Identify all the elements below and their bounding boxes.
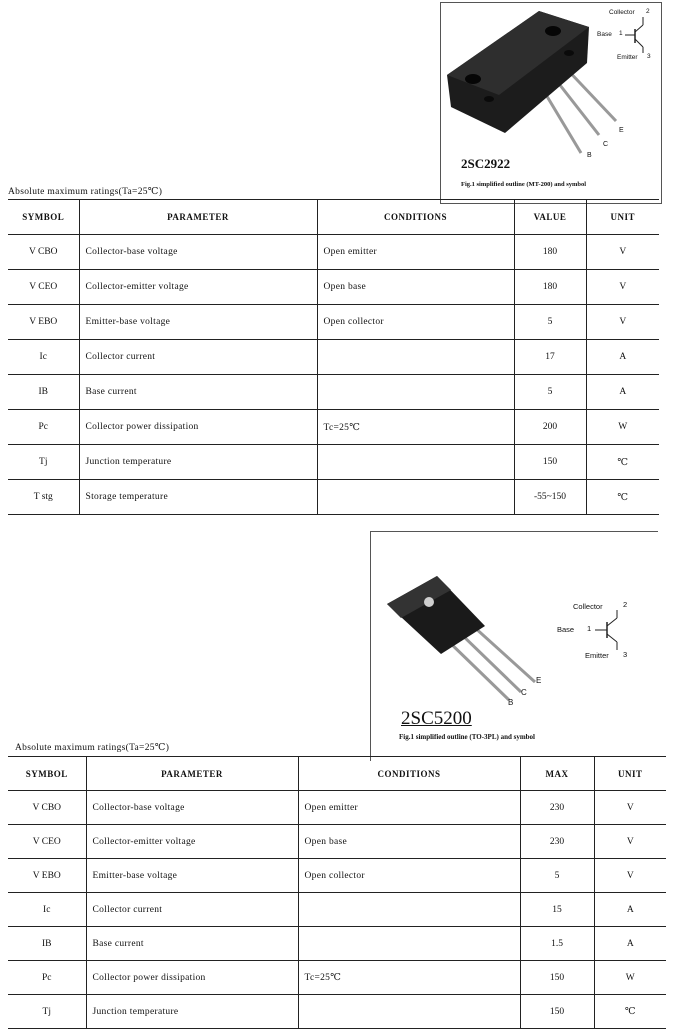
lead-label-c: C xyxy=(521,688,527,697)
cell-conditions: Open base xyxy=(317,270,514,305)
table-row xyxy=(8,410,659,445)
table-row xyxy=(8,859,666,893)
mounting-hole-right xyxy=(545,26,561,36)
cell-conditions: Open collector xyxy=(317,305,514,340)
cell-max: 150 xyxy=(520,961,594,995)
table-row xyxy=(8,270,659,305)
cell-unit: ℃ xyxy=(594,995,666,1029)
cell-symbol: Tj xyxy=(8,995,86,1029)
cell-symbol: V CBO xyxy=(8,791,86,825)
cell-unit: V xyxy=(586,235,659,270)
cell-unit: A xyxy=(586,340,659,375)
lead-label-b: B xyxy=(587,152,592,159)
mounting-hole-left xyxy=(465,74,481,84)
cell-conditions xyxy=(317,445,514,480)
cell-unit: V xyxy=(586,305,659,340)
table2-title: Absolute maximum ratings(Ta=25℃) xyxy=(15,743,170,753)
table-row xyxy=(8,927,666,961)
cell-symbol: Ic xyxy=(8,893,86,927)
table1-title: Absolute maximum ratings(Ta=25℃) xyxy=(8,187,163,197)
cell-value: 5 xyxy=(514,305,586,340)
cell-parameter: Junction temperature xyxy=(86,995,298,1029)
col-parameter: PARAMETER xyxy=(86,757,298,791)
col-parameter: PARAMETER xyxy=(79,200,317,235)
col-conditions: CONDITIONS xyxy=(298,757,520,791)
cell-max: 15 xyxy=(520,893,594,927)
cell-conditions: Open emitter xyxy=(298,791,520,825)
table-header-row xyxy=(8,200,659,235)
symbol-collector-label: Collector xyxy=(609,9,635,16)
cell-unit: V xyxy=(594,859,666,893)
cell-parameter: Collector-emitter voltage xyxy=(79,270,317,305)
symbol-emitter-pin: 3 xyxy=(647,53,651,60)
cell-symbol: Ic xyxy=(8,340,79,375)
cell-symbol: V CEO xyxy=(8,270,79,305)
cell-parameter: Collector power dissipation xyxy=(79,410,317,445)
ratings-table-2sc5200 xyxy=(8,756,666,1029)
symbol-collector-pin: 2 xyxy=(623,600,628,609)
symbol-base-label: Base xyxy=(557,625,575,634)
cell-parameter: Junction temperature xyxy=(79,445,317,480)
col-unit: UNIT xyxy=(586,200,659,235)
table-row xyxy=(8,375,659,410)
cell-symbol: IB xyxy=(8,927,86,961)
table-row xyxy=(8,235,659,270)
cell-conditions xyxy=(298,995,520,1029)
cell-parameter: Collector-emitter voltage xyxy=(86,825,298,859)
figure-2sc5200 xyxy=(370,531,658,761)
figure-caption: Fig.1 simplified outline (MT-200) and symbol xyxy=(461,181,587,188)
table-row xyxy=(8,445,659,480)
lead-label-b: B xyxy=(508,698,514,707)
cell-symbol: Tj xyxy=(8,445,79,480)
part-number: 2SC5200 xyxy=(401,708,472,729)
table-row xyxy=(8,791,666,825)
lead-label-e: E xyxy=(619,127,624,134)
cell-parameter: Storage temperature xyxy=(79,480,317,515)
cell-parameter: Collector current xyxy=(86,893,298,927)
cell-parameter: Base current xyxy=(79,375,317,410)
symbol-base-pin: 1 xyxy=(587,624,592,633)
cell-unit: W xyxy=(594,961,666,995)
cell-conditions: Tc=25℃ xyxy=(317,410,514,445)
symbol-emitter-label: Emitter xyxy=(585,651,609,660)
cell-symbol: Pc xyxy=(8,410,79,445)
cell-parameter: Emitter-base voltage xyxy=(86,859,298,893)
cell-unit: V xyxy=(586,270,659,305)
col-value: VALUE xyxy=(514,200,586,235)
lead-label-c: C xyxy=(603,141,609,148)
cell-max: 150 xyxy=(520,995,594,1029)
cell-symbol: V EBO xyxy=(8,859,86,893)
cell-unit: A xyxy=(594,893,666,927)
cell-value: 150 xyxy=(514,445,586,480)
cell-conditions xyxy=(317,375,514,410)
cell-parameter: Collector current xyxy=(79,340,317,375)
cell-conditions: Tc=25℃ xyxy=(298,961,520,995)
cell-conditions xyxy=(317,480,514,515)
cell-unit: ℃ xyxy=(586,445,659,480)
cell-value: 17 xyxy=(514,340,586,375)
lead-b xyxy=(445,638,509,700)
cell-symbol: V EBO xyxy=(8,305,79,340)
symbol-emitter-pin: 3 xyxy=(623,650,628,659)
symbol-base-pin: 1 xyxy=(619,30,623,37)
symbol-collector-label: Collector xyxy=(573,602,603,611)
cell-conditions: Open collector xyxy=(298,859,520,893)
table-row xyxy=(8,305,659,340)
cell-conditions: Open base xyxy=(298,825,520,859)
cell-value: 180 xyxy=(514,235,586,270)
cell-unit: A xyxy=(586,375,659,410)
symbol-base-label: Base xyxy=(597,31,612,38)
cell-max: 230 xyxy=(520,825,594,859)
table-row xyxy=(8,340,659,375)
cell-parameter: Collector-base voltage xyxy=(79,235,317,270)
figure-caption: Fig.1 simplified outline (TO-3PL) and symbol xyxy=(399,733,535,741)
cell-unit: W xyxy=(586,410,659,445)
cell-value: 5 xyxy=(514,375,586,410)
cell-conditions xyxy=(298,927,520,961)
cell-parameter: Emitter-base voltage xyxy=(79,305,317,340)
cell-max: 230 xyxy=(520,791,594,825)
cell-unit: ℃ xyxy=(586,480,659,515)
cell-value: -55~150 xyxy=(514,480,586,515)
cell-parameter: Collector power dissipation xyxy=(86,961,298,995)
cell-max: 5 xyxy=(520,859,594,893)
cell-parameter: Collector-base voltage xyxy=(86,791,298,825)
cell-unit: V xyxy=(594,825,666,859)
col-conditions: CONDITIONS xyxy=(317,200,514,235)
lead-label-e: E xyxy=(536,676,542,685)
symbol-collector-pin: 2 xyxy=(646,8,650,15)
cell-value: 200 xyxy=(514,410,586,445)
table-row xyxy=(8,995,666,1029)
ratings-table-2sc2922 xyxy=(8,199,659,515)
table-row xyxy=(8,893,666,927)
cell-value: 180 xyxy=(514,270,586,305)
col-symbol: SYMBOL xyxy=(8,200,79,235)
col-unit: UNIT xyxy=(594,757,666,791)
cell-unit: A xyxy=(594,927,666,961)
figure-2sc2922 xyxy=(440,2,662,204)
table-row xyxy=(8,825,666,859)
cell-max: 1.5 xyxy=(520,927,594,961)
cell-symbol: IB xyxy=(8,375,79,410)
col-symbol: SYMBOL xyxy=(8,757,86,791)
part-number: 2SC2922 xyxy=(461,156,511,171)
cell-conditions xyxy=(317,340,514,375)
mounting-hole xyxy=(424,597,434,607)
transistor-mt200-illustration xyxy=(441,3,663,205)
table-row xyxy=(8,480,659,515)
cell-symbol: V CEO xyxy=(8,825,86,859)
cell-unit: V xyxy=(594,791,666,825)
table-header-row xyxy=(8,757,666,791)
table-row xyxy=(8,961,666,995)
cell-parameter: Base current xyxy=(86,927,298,961)
cell-symbol: T stg xyxy=(8,480,79,515)
symbol-emitter-label: Emitter xyxy=(617,54,638,61)
col-max: MAX xyxy=(520,757,594,791)
cell-conditions: Open emitter xyxy=(317,235,514,270)
cell-symbol: Pc xyxy=(8,961,86,995)
cell-conditions xyxy=(298,893,520,927)
cell-symbol: V CBO xyxy=(8,235,79,270)
